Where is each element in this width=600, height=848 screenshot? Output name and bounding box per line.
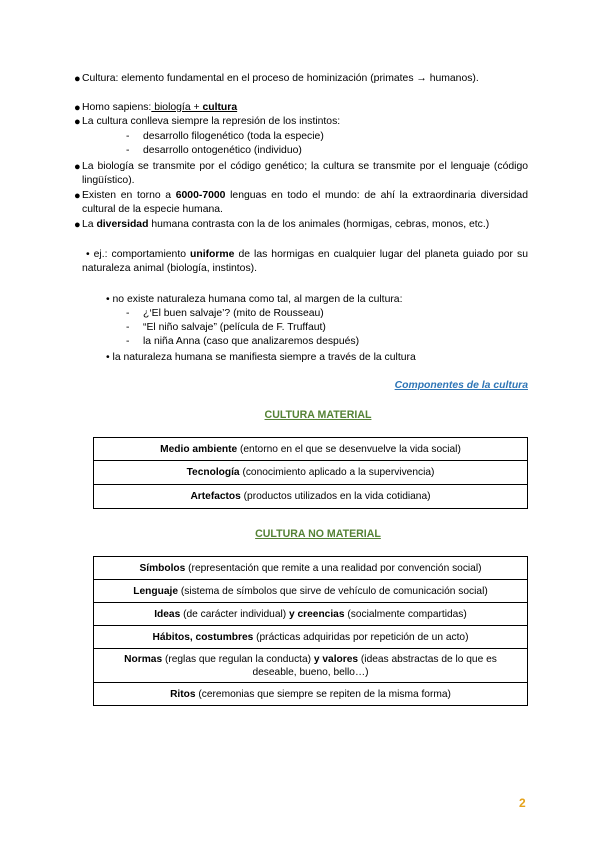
bullet-text: Existen en torno a: [82, 190, 176, 201]
table-cell: [94, 438, 528, 461]
example-text: • ej.: comportamiento: [86, 249, 190, 260]
example-hormigas: [82, 248, 528, 276]
bullet-homo-sapiens: [74, 101, 528, 115]
cell-desc: (sistema de símbolos que sirve de vehículo de comunicación social): [178, 585, 488, 597]
sub-item-filogenetico: desarrollo filogenético (toda la especie): [143, 131, 324, 142]
bullet-represion: [74, 115, 528, 129]
cell-desc: (de carácter individual): [180, 608, 289, 620]
table-cell: [94, 626, 528, 649]
bullet-text: lenguas en todo el mundo: de ahí la extraordinaria diversidad cultural de la especie humana.: [82, 190, 528, 215]
cell-desc: (representación que remite a una realidad por convención social): [185, 562, 482, 574]
bullet-text: humana contrasta con la de los animales (hormigas, cebras, monos, etc.): [148, 219, 490, 230]
cell-term: Medio ambiente: [160, 443, 238, 455]
bullet-dot: ●: [74, 219, 81, 231]
bullet-diversidad: [74, 218, 528, 232]
table-cell: [94, 683, 528, 706]
table-cell: [94, 649, 528, 683]
biologia-text: biología +: [151, 102, 203, 113]
cell-desc: (ceremonias que siempre se repiten de la misma forma): [195, 688, 451, 700]
sub-item-ontogenetico: desarrollo ontogenético (individuo): [143, 145, 302, 156]
table-cell: [94, 603, 528, 626]
cell-desc: (entorno en el que se desenvuelve la vida social): [237, 443, 461, 455]
bullet-dot: ●: [74, 116, 81, 128]
cell-term: y valores: [313, 653, 359, 665]
dash-mark: -: [126, 131, 130, 142]
bullet-hominizacion: [74, 72, 528, 86]
cell-desc: (ideas abstractas de lo que es deseable, bueno, bello…): [252, 653, 497, 678]
cell-term: Hábitos, costumbres: [152, 631, 254, 643]
table-row: [94, 649, 528, 683]
bullet-dot: ●: [74, 161, 81, 173]
bullet-lenguas: [74, 189, 528, 217]
cell-term: Artefactos: [190, 491, 241, 502]
section-title-material: CULTURA MATERIAL: [264, 409, 372, 421]
cell-desc: (socialmente compartidas): [344, 608, 467, 620]
components-link[interactable]: Componentes de la cultura: [394, 380, 528, 391]
bullet-text: La cultura conlleva siempre la represión de los instintos:: [82, 116, 341, 127]
example-text: de las hormigas en cualquier lugar del planeta guiado por su naturaleza animal (biología, instintos).: [82, 249, 528, 274]
sub-item-buen-salvaje: ¿‘El buen salvaje’? (mito de Rousseau): [143, 308, 324, 319]
non-material-culture-table: [93, 556, 528, 706]
table-row: [94, 438, 528, 461]
table-row: [94, 580, 528, 603]
cell-desc: (productos utilizados en la vida cotidiana): [240, 491, 431, 502]
sub-item-nino-salvaje: “El niño salvaje” (película de F. Truffaut): [143, 322, 326, 333]
cell-desc: (reglas que regulan la conducta): [162, 653, 314, 665]
note-manifiesta: • la naturaleza humana se manifiesta siempre a través de la cultura: [106, 352, 416, 363]
table-row: [94, 557, 528, 580]
bullet-text: La biología se transmite por el código genético; la cultura se transmite por el lenguaje (código lingüístico).: [82, 161, 528, 186]
bullet-text: Homo sapiens:: [82, 102, 152, 113]
cell-term: Ritos: [170, 688, 196, 700]
table-row: [94, 485, 528, 509]
cell-term: Ideas: [154, 608, 181, 620]
bullet-text: Cultura: elemento fundamental en el proceso de hominización (primates → humanos).: [82, 73, 479, 84]
table-cell: [94, 485, 528, 509]
table-cell: [94, 557, 528, 580]
bullet-biologia: [74, 160, 528, 188]
dash-mark: -: [126, 308, 130, 319]
bullet-dot: ●: [74, 73, 81, 85]
sub-item-nina-anna: la niña Anna (caso que analizaremos después): [143, 336, 360, 347]
section-title-non-material: CULTURA NO MATERIAL: [255, 528, 381, 540]
dash-mark: -: [126, 322, 130, 333]
bullet-text: La: [82, 219, 97, 230]
table-row: [94, 626, 528, 649]
cell-desc: (conocimiento aplicado a la supervivencia): [239, 467, 435, 478]
dash-mark: -: [126, 336, 130, 347]
uniforme-text: uniforme: [190, 249, 235, 260]
material-culture-table: [93, 437, 528, 509]
cell-term: Tecnología: [186, 467, 240, 478]
table-row: [94, 603, 528, 626]
cell-desc: (prácticas adquiridas por repetición de un acto): [253, 631, 469, 643]
table-row: [94, 683, 528, 706]
note-naturaleza-humana: • no existe naturaleza humana como tal, al margen de la cultura:: [106, 294, 403, 305]
diversidad-text: diversidad: [96, 219, 149, 230]
cell-term: y creencias: [288, 608, 345, 620]
bullet-dot: ●: [74, 102, 81, 114]
bullet-dot: ●: [74, 190, 81, 202]
dash-mark: -: [126, 145, 130, 156]
cell-term: Lenguaje: [133, 585, 178, 597]
table-cell: [94, 461, 528, 485]
lenguas-count: 6000-7000: [175, 190, 226, 201]
cell-term: Símbolos: [139, 562, 186, 574]
table-cell: [94, 580, 528, 603]
table-row: [94, 461, 528, 485]
cultura-text: cultura: [202, 102, 238, 113]
page-number: 2: [519, 796, 526, 810]
cell-term: Normas: [124, 653, 163, 665]
